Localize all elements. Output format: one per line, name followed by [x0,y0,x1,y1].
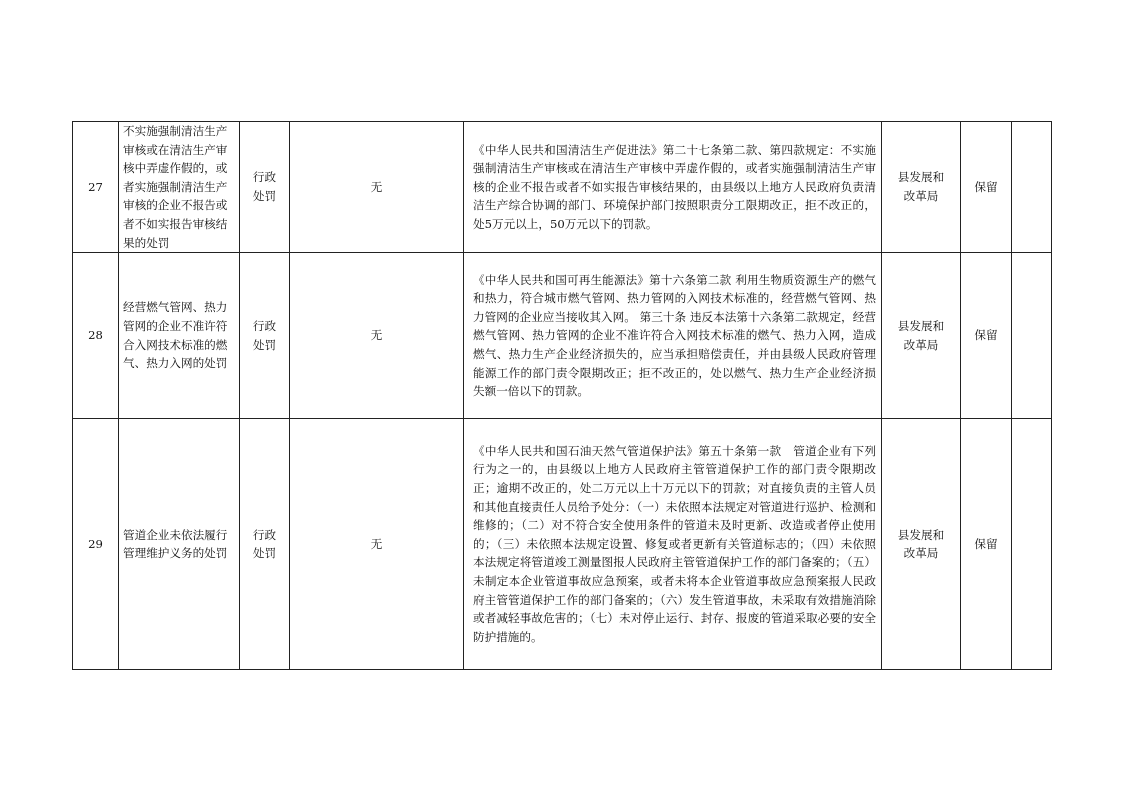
item-name: 经营燃气管网、热力管网的企业不准许符合入网技术标准的燃气、热力入网的处罚 [119,253,240,419]
item-type-line: 处罚 [252,337,277,352]
department-line: 县发展和 [897,319,945,334]
department [882,122,961,253]
status: 保留 [961,253,1012,419]
power-list-table [72,121,1052,670]
department-line: 改革局 [903,546,939,561]
sub-item: 无 [290,419,464,670]
department-line: 县发展和 [897,527,945,542]
item-name: 管道企业未依法履行管理维护义务的处罚 [119,419,240,670]
item-type-line: 行政 [252,170,277,185]
row-number: 28 [73,253,119,419]
status: 保留 [961,122,1012,253]
department [882,419,961,670]
sub-item: 无 [290,122,464,253]
row-number: 29 [73,419,119,670]
item-type-line: 处罚 [252,546,277,561]
table-row [73,253,1052,419]
legal-basis: 《中华人民共和国石油天然气管道保护法》第五十条第一款 管道企业有下列行为之一的，由县级以上地方人民政府主管管道保护工作的部门责令限期改正；逾期不改正的，处二万元以上十万元以下的罚款；对直接负责的主管人员和其他直接责任人员给予处分：（一）未依照本法规定对管道进行巡护、检测和维修的；（二）对不符合安全使用条件的管道未及时更新、改造或者停止使用的；（三）未依照本法规定设置、修复或者更新有关管道标志的；（四）未依照本法规定将管道竣工测量图报人民政府主管管道保护工作的部门备案的；（五）未制定本企业管道事故应急预案，或者未将本企业管道事故应急预案报人民政府主管管道保护工作的部门备案的；（六）发生管道事故，未采取有效措施消除或者减轻事故危害的；（七）未对停止运行、封存、报废的管道采取必要的安全防护措施的。 [464,419,882,670]
item-type-line: 行政 [252,527,277,542]
legal-basis: 《中华人民共和国清洁生产促进法》第二十七条第二款、第四款规定：不实施强制清洁生产审核或在清洁生产审核中弄虚作假的，或者实施强制清洁生产审核的企业不报告或者不如实报告审核结果的，由县级以上地方人民政府负责清洁生产综合协调的部门、环境保护部门按照职责分工限期改正，拒不改正的，处5万元以上，50万元以下的罚款。 [464,122,882,253]
remark [1012,253,1052,419]
legal-basis: 《中华人民共和国可再生能源法》第十六条第二款 利用生物质资源生产的燃气和热力，符合城市燃气管网、热力管网的入网技术标准的，经营燃气管网、热力管网的企业应当接收其入网。 第三十条 违反本法第十六条第二款规定，经营燃气管网、热力管网的企业不准许符合入网技术标准的燃气、热力入网，造成燃气、热力生产企业经济损失的，应当承担赔偿责任，并由县级人民政府管理能源工作的部门责令限期改正；拒不改正的，处以燃气、热力生产企业经济损失额一倍以下的罚款。 [464,253,882,419]
row-number: 27 [73,122,119,253]
item-type [240,419,290,670]
department [882,253,961,419]
item-type [240,122,290,253]
item-name: 不实施强制清洁生产审核或在清洁生产审核中弄虚作假的，或者实施强制清洁生产审核的企业不报告或者不如实报告审核结果的处罚 [119,122,240,253]
table-row [73,122,1052,253]
sub-item: 无 [290,253,464,419]
department-line: 县发展和 [897,170,945,185]
item-type [240,253,290,419]
status: 保留 [961,419,1012,670]
item-type-line: 行政 [252,319,277,334]
remark [1012,419,1052,670]
item-type-line: 处罚 [252,189,277,204]
table-row [73,419,1052,670]
department-line: 改革局 [903,189,939,204]
department-line: 改革局 [903,337,939,352]
remark [1012,122,1052,253]
